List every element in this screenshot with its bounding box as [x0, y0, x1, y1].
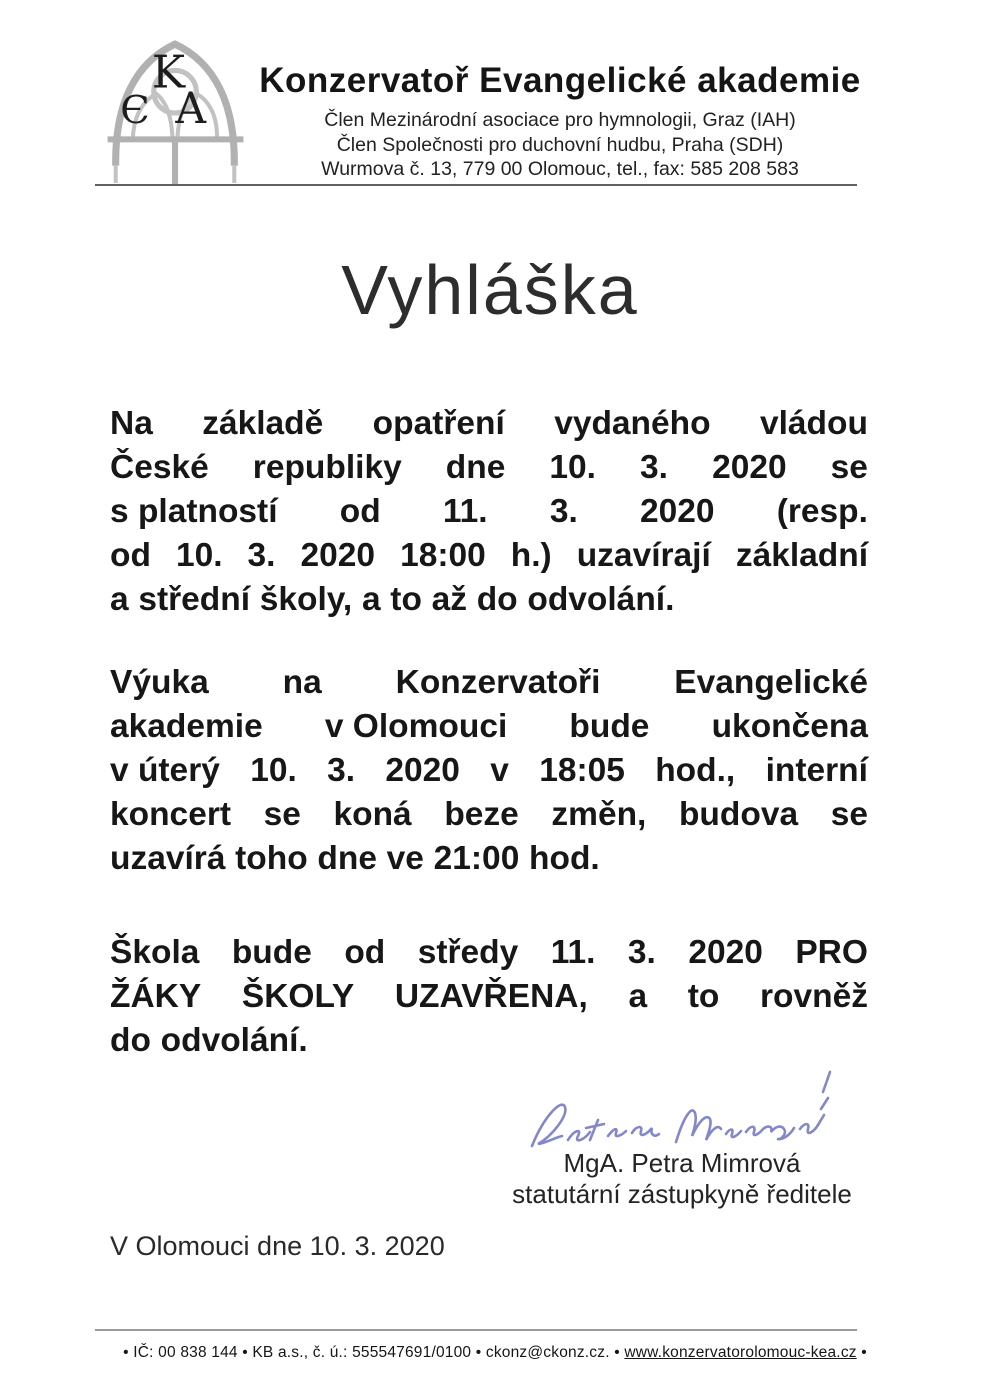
text-line: Na základě opatření vydaného vládou: [110, 405, 868, 442]
document-title: Vyhláška: [341, 251, 639, 329]
text-line: od 10. 3. 2020 18:00 h.) uzavírají základní: [110, 537, 868, 574]
membership-line-1: Člen Mezinárodní asociace pro hymnologii, Graz (IAH): [324, 109, 796, 131]
letterhead: [235, 61, 885, 182]
text-line: v úterý 10. 3. 2020 v 18:05 hod., interní: [110, 752, 868, 789]
signer-role: statutární zástupkyně ředitele: [512, 1179, 852, 1209]
text-line: akademie v Olomouci bude ukončena: [110, 708, 868, 745]
kea-gothic-window-logo-icon: [101, 36, 249, 186]
logo-letter-k: K: [151, 46, 186, 99]
body-paragraph-2: [110, 661, 868, 881]
text-line: koncert se koná beze změn, budova se: [110, 796, 868, 833]
footer-website-url: www.konzervatorolomouc-kea.cz: [624, 1344, 857, 1361]
body-paragraph-1: [110, 402, 868, 622]
header-divider: [95, 184, 857, 186]
text-line: s platností od 11. 3. 2020 (resp.: [110, 493, 868, 530]
footer-ids-text: • IČ: 00 838 144 • KB a.s., č. ú.: 555547691/0100 • ckonz@ckonz.cz. •: [123, 1344, 625, 1361]
text-line: a střední školy, a to až do odvolání.: [110, 581, 675, 618]
address-line: Wurmova č. 13, 779 00 Olomouc, tel., fax: 585 208 583: [321, 158, 799, 180]
membership-line-2: Člen Společnosti pro duchovní hudbu, Praha (SDH): [336, 133, 784, 156]
text-line: uzavírá toho dne ve 21:00 hod.: [110, 840, 600, 877]
text-line: ŽÁKY ŠKOLY UZAVŘENA, a to rovněž: [110, 978, 868, 1015]
signer-name: MgA. Petra Mimrová: [563, 1148, 801, 1178]
text-line: do odvolání.: [110, 1022, 308, 1059]
text-line: Výuka na Konzervatoři Evangelické: [110, 664, 868, 701]
logo-letter-a: A: [175, 84, 207, 135]
footer-contact-line: [0, 1344, 990, 1362]
signature-block: [482, 1148, 882, 1209]
footer-trailing-bullet: •: [856, 1344, 867, 1361]
organization-name: Konzervatoř Evangelické akademie: [259, 61, 861, 100]
logo-letter-e: Є: [120, 88, 150, 134]
body-paragraph-3: [110, 931, 868, 1063]
text-line: České republiky dne 10. 3. 2020 se: [110, 449, 868, 486]
text-line: Škola bude od středy 11. 3. 2020 PRO: [110, 934, 868, 971]
footer-divider: [95, 1329, 857, 1331]
place-date-line: V Olomouci dne 10. 3. 2020: [110, 1231, 445, 1261]
